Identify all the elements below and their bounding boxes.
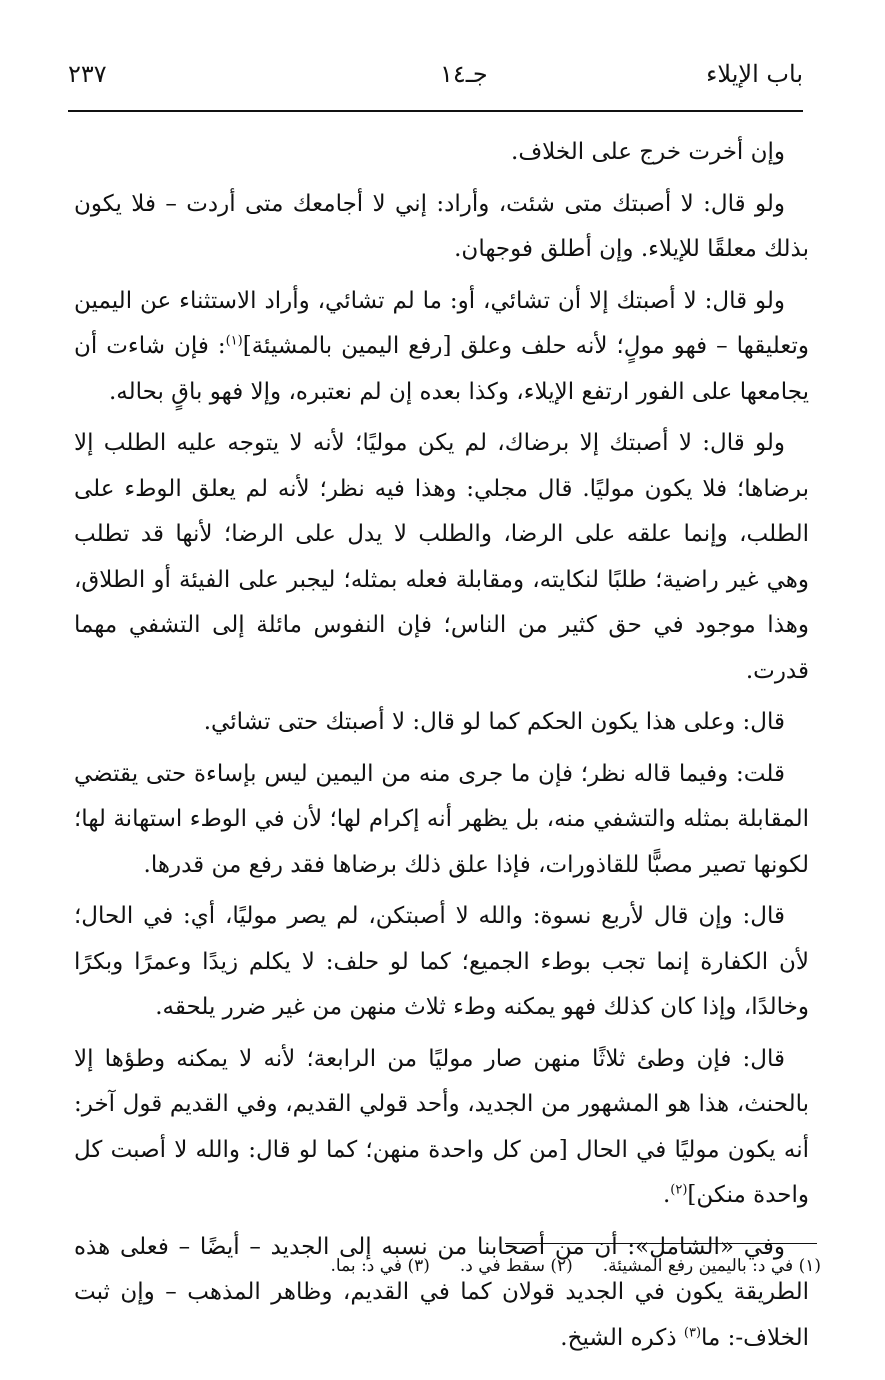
paragraph-text: قال: فإن وطئ ثلاثًا منهن صار موليًا من الرابعة؛ لأنه لا يمكنه وطؤها إلا بالحنث، هذا هو المشهور من الجديد، وأحد قولي القديم، وفي القديم قول آخر: أنه يكون موليًا في الحال [من كل واحدة منهن؛ كما لو قال: والله لا أصبت كل واحدة منكن] <box>74 1045 809 1208</box>
footnote: (٣) في د: بما. <box>330 1256 430 1276</box>
header-rule <box>68 110 803 112</box>
footnote: (١) في د: باليمين رفع المشيئة. <box>602 1256 821 1276</box>
paragraph-text: ولو قال: لا أصبتك إلا أن تشائي، أو: ما لم تشائي، وأراد الاستثناء عن اليمين وتعليقها – فهو مولٍ؛ لأنه حلف وعلق [رفع اليمين بالمشيئة] <box>74 287 810 359</box>
paragraph: ولو قال: لا أصبتك متى شئت، وأراد: إني لا أجامعك متى أردت – فلا يكون بذلك معلقًا للإيلاء. وإن أطلق فوجهان. <box>74 190 809 262</box>
paragraph: ولو قال: لا أصبتك إلا برضاك، لم يكن موليًا؛ لأنه لا يتوجه عليه الطلب إلا برضاها؛ فلا يكون موليًا. قال مجلي: وهذا فيه نظر؛ لأنه لم يعلق الوطء على الطلب، وإنما علقه على الرضا، والطلب لا يدل على الرضا؛ لأنها قد تطلب وهي غير راضية؛ طلبًا لنكايته، ومقابلة فعله بمثله؛ ليجبر على الفيئة أو الطلاق، وهذا موجود في حق كثير من الناس؛ فإن النفوس مائلة إلى التشفي مهما قدرت. <box>74 430 809 684</box>
paragraph-text: ذكره الشيخ. <box>560 1324 677 1351</box>
paragraph <box>74 1037 809 1219</box>
chapter-title: باب الإيلاء <box>706 60 803 88</box>
paragraph <box>74 1225 809 1362</box>
paragraph: قال: وإن قال لأربع نسوة: والله لا أصبتكن، لم يصر موليًا، أي: في الحال؛ لأن الكفارة إنما تجب بوطء الجميع؛ كما لو حلف: لا يكلم زيدًا وعمرًا وبكرًا وخالدًا، وإذا كان كذلك فهو يمكنه وطء ثلاث منهن من غير ضرر يلحقه. <box>74 903 809 1020</box>
paragraph <box>74 279 809 416</box>
paragraph: وإن أخرت خرج على الخلاف. <box>511 139 785 165</box>
paragraph: قال: وعلى هذا يكون الحكم كما لو قال: لا أصبتك حتى تشائي. <box>203 709 785 735</box>
paragraph-text: : فإن شاءت أن يجامعها على الفور ارتفع الإيلاء، وكذا بعده إن لم نعتبره، وإلا فهو باقٍ بحاله. <box>74 333 809 405</box>
footnotes <box>190 1252 821 1280</box>
footnote: (٢) سقط في د. <box>459 1256 573 1276</box>
paragraph-text: وفي «الشامل»: أن من أصحابنا من نسبه إلى الجديد – أيضًا – فعلى هذه الطريقة يكون في الجديد قولان كما في القديم، وظاهر المذهب – وإن ثبت الخلاف-: ما <box>74 1233 809 1351</box>
paragraph-text: . <box>662 1182 671 1208</box>
footnote-ref: (٣) <box>683 1324 702 1340</box>
running-header <box>68 60 803 104</box>
footnote-ref: (٢) <box>670 1182 688 1198</box>
page-number: ٢٣٧ <box>68 60 107 88</box>
paragraph: قلت: وفيما قاله نظر؛ فإن ما جرى منه من اليمين ليس بإساءة حتى يقتضي المقابلة بمثله والتشفي منه، بل يظهر أنه إكرام لها؛ لأن في الوطء استهانة لها؛ لكونها تصير مصبًّا للقاذورات، فإذا علق ذلك برضاها فقد رفع من قدرها. <box>74 760 809 878</box>
main-text <box>74 130 809 1367</box>
volume-number: جـ١٤ <box>440 60 488 88</box>
footnote-rule <box>505 1243 817 1244</box>
footnote-ref: (١) <box>225 333 243 349</box>
